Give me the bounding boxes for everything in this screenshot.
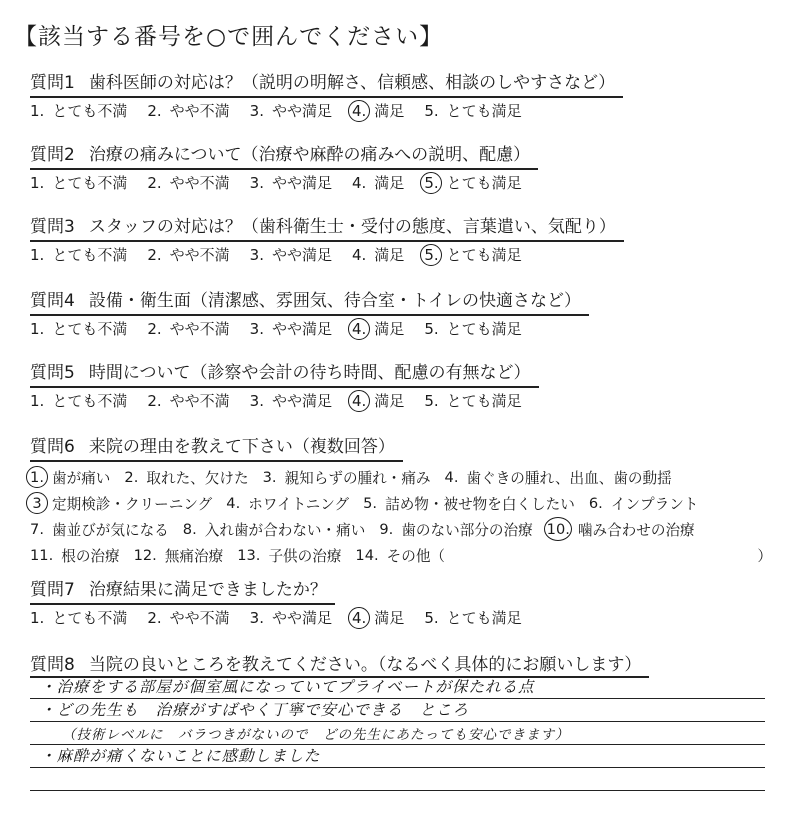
option-number: 3. <box>249 101 264 120</box>
option-number: 11. <box>30 546 54 564</box>
option-number: 4. <box>351 319 367 338</box>
option-label: やや満足 <box>271 609 332 627</box>
reason-option[interactable] <box>263 467 431 488</box>
rating-option-5[interactable] <box>424 607 521 628</box>
rating-option-5[interactable] <box>424 318 521 339</box>
question-number: 質問2 <box>30 145 75 165</box>
question-5-title <box>30 358 531 385</box>
reason-option[interactable] <box>379 519 532 540</box>
option-number: 2. <box>147 245 162 264</box>
question-5-options <box>30 390 790 411</box>
option-number: 4. <box>226 494 241 512</box>
option-number: 5. <box>424 173 439 192</box>
option-label: とても満足 <box>446 102 522 120</box>
option-row <box>30 516 790 542</box>
option-label: 歯のない部分の治療 <box>401 521 533 539</box>
option-number: 2. <box>147 391 162 410</box>
option-label: ホワイトニング <box>248 495 350 513</box>
option-number: 3 <box>30 495 44 512</box>
rating-option-3[interactable] <box>250 318 332 339</box>
option-number: 5. <box>424 608 439 627</box>
question-text: 設備・衛生面（清潔感、雰囲気、待合室・トイレの快適さなど） <box>88 291 581 311</box>
rating-option-1[interactable] <box>30 172 127 193</box>
option-number: 4. <box>351 101 367 120</box>
option-label: やや満足 <box>271 102 332 120</box>
page-title: 【該当する番号を○で囲んでください】 <box>14 24 444 50</box>
rating-option-4[interactable] <box>352 244 404 265</box>
rating-option-3[interactable] <box>250 172 332 193</box>
option-number: 7. <box>30 520 44 538</box>
question-3-title <box>30 212 616 239</box>
rating-option-1[interactable] <box>30 390 127 411</box>
reason-option[interactable] <box>589 493 699 514</box>
question-number: 質問4 <box>30 291 75 311</box>
option-label: 満足 <box>374 392 405 410</box>
question-2-options <box>30 172 790 193</box>
rating-option-1[interactable] <box>30 607 127 628</box>
option-number: 3. <box>249 391 264 410</box>
option-label: 満足 <box>374 609 405 627</box>
option-label: とても不満 <box>52 609 128 627</box>
option-number: 2. <box>147 608 162 627</box>
question-1-options <box>30 100 790 121</box>
option-label: 噛み合わせの治療 <box>577 521 695 539</box>
question-6-title <box>30 432 395 459</box>
rating-option-2[interactable] <box>147 172 229 193</box>
option-number: 3. <box>262 468 277 486</box>
handwritten-answer: ・どの先生も 治療がすばやく丁寧で安心できる ところ <box>40 701 470 719</box>
option-number: 4. <box>351 245 367 264</box>
option-label: 満足 <box>374 246 405 264</box>
rating-option-5[interactable] <box>424 100 521 121</box>
option-label: やや不満 <box>169 609 230 627</box>
question-text: 来院の理由を教えて下さい（複数回答） <box>88 437 395 457</box>
rating-option-4[interactable] <box>352 607 404 628</box>
question-2 <box>30 140 790 193</box>
option-label: やや満足 <box>271 392 332 410</box>
option-label: 取れた、欠けた <box>146 469 249 487</box>
option-number: 8. <box>182 520 197 538</box>
rating-option-4[interactable] <box>352 390 404 411</box>
question-7 <box>30 575 790 628</box>
option-number: 2. <box>124 468 139 486</box>
question-6-options <box>30 464 790 568</box>
option-number: 10. <box>546 520 570 538</box>
rating-option-4[interactable] <box>352 100 404 121</box>
option-label: やや不満 <box>169 174 230 192</box>
reason-option[interactable] <box>183 519 366 540</box>
option-label: やや満足 <box>271 246 332 264</box>
handwritten-answer: ・治療をする部屋が個室風になっていてプライベートが保たれる点 <box>40 678 535 696</box>
option-label: 歯ぐきの腫れ、出血、歯の動揺 <box>466 469 672 487</box>
option-number: 1. <box>30 245 45 264</box>
question-4-options <box>30 318 790 339</box>
option-label: 子供の治療 <box>268 547 342 565</box>
reason-option[interactable] <box>124 467 248 488</box>
option-number: 3. <box>249 319 264 338</box>
option-row <box>30 542 790 568</box>
question-8-title <box>30 650 641 675</box>
option-label: 親知らずの腫れ・痛み <box>284 469 431 487</box>
close-paren: ） <box>757 547 772 565</box>
option-number: 5. <box>424 391 439 410</box>
question-7-options <box>30 607 790 628</box>
reason-option[interactable] <box>226 493 349 514</box>
reason-option[interactable] <box>445 467 672 488</box>
option-number: 1. <box>30 608 45 627</box>
option-number: 4. <box>351 391 367 410</box>
option-label: 定期検診・クリーニング <box>52 495 213 513</box>
answer-line <box>30 676 765 699</box>
option-label: やや不満 <box>169 320 230 338</box>
option-label: とても不満 <box>52 246 128 264</box>
rating-option-1[interactable] <box>30 318 127 339</box>
rating-option-5[interactable] <box>424 172 521 193</box>
option-number: 3. <box>249 608 264 627</box>
option-number: 2. <box>147 101 162 120</box>
question-3-options <box>30 244 790 265</box>
option-row <box>30 490 790 516</box>
option-row <box>30 464 790 490</box>
option-label: とても満足 <box>446 392 522 410</box>
answer-line <box>30 699 765 722</box>
question-text: 治療結果に満足できましたか？ <box>88 580 327 600</box>
option-number: 1. <box>30 319 45 338</box>
question-6 <box>30 432 790 568</box>
option-label: とても不満 <box>52 320 128 338</box>
question-7-title <box>30 575 327 602</box>
handwritten-answer: ・麻酔が痛くないことに感動しました <box>40 747 321 765</box>
option-number: 5. <box>424 101 439 120</box>
reason-option[interactable] <box>30 519 169 540</box>
option-number: 3. <box>249 173 264 192</box>
option-number: 1. <box>30 468 44 486</box>
rating-option-3[interactable] <box>250 100 332 121</box>
reason-option[interactable] <box>547 519 695 540</box>
reason-option[interactable] <box>363 493 575 514</box>
rating-option-5[interactable] <box>424 390 521 411</box>
question-number: 質問3 <box>30 217 75 237</box>
option-label: 無痛治療 <box>164 547 224 565</box>
option-number: 5. <box>363 494 378 512</box>
question-4-title <box>30 286 581 313</box>
option-label: 根の治療 <box>61 547 120 565</box>
reason-option[interactable] <box>237 545 341 566</box>
rating-option-3[interactable] <box>250 390 332 411</box>
rating-option-1[interactable] <box>30 244 127 265</box>
reason-option[interactable] <box>355 545 445 566</box>
question-text: 当院の良いところを教えてください。（なるべく具体的にお願いします） <box>88 655 642 675</box>
rating-option-4[interactable] <box>352 172 404 193</box>
question-number: 質問7 <box>30 580 75 600</box>
option-label: やや満足 <box>271 174 332 192</box>
option-label: やや不満 <box>169 246 230 264</box>
option-number: 6. <box>588 494 603 512</box>
option-number: 1. <box>30 173 45 192</box>
option-number: 1. <box>30 101 45 120</box>
option-label: とても満足 <box>446 174 522 192</box>
rating-option-3[interactable] <box>250 607 332 628</box>
option-number: 12. <box>133 546 157 564</box>
question-1-title <box>30 68 615 95</box>
question-number: 質問6 <box>30 437 75 457</box>
question-8 <box>30 650 790 675</box>
option-label: 詰め物・被せ物を白くしたい <box>385 495 575 513</box>
question-5 <box>30 358 790 411</box>
option-number: 4. <box>444 468 459 486</box>
rating-option-2[interactable] <box>147 100 229 121</box>
option-label: やや満足 <box>271 320 332 338</box>
option-label: インプラント <box>610 495 699 513</box>
rating-option-2[interactable] <box>147 390 229 411</box>
option-label: 満足 <box>374 102 405 120</box>
option-label: とても不満 <box>52 174 128 192</box>
question-1 <box>30 68 790 121</box>
question-number: 質問5 <box>30 363 75 383</box>
option-label: とても満足 <box>446 320 522 338</box>
option-label: とても不満 <box>52 102 128 120</box>
option-label: 満足 <box>374 174 405 192</box>
rating-option-5[interactable] <box>424 244 521 265</box>
reason-option[interactable] <box>30 545 120 566</box>
question-4 <box>30 286 790 339</box>
option-number: 1. <box>30 391 45 410</box>
answer-line <box>30 768 765 791</box>
rating-option-3[interactable] <box>250 244 332 265</box>
option-label: とても満足 <box>446 609 522 627</box>
question-text: スタッフの対応は？（歯科衛生士・受付の態度、言葉遣い、気配り） <box>88 217 616 237</box>
option-number: 5. <box>424 319 439 338</box>
option-label: 歯並びが気になる <box>52 521 169 539</box>
option-number: 3. <box>249 245 264 264</box>
answer-line <box>30 722 765 745</box>
option-label: やや不満 <box>169 102 230 120</box>
option-number: 2. <box>147 173 162 192</box>
question-text: 治療の痛みについて（治療や麻酔の痛みへの説明、配慮） <box>88 145 531 165</box>
option-label: やや不満 <box>169 392 230 410</box>
question-3 <box>30 212 790 265</box>
question-text: 時間について（診察や会計の待ち時間、配慮の有無など） <box>88 363 531 383</box>
option-label: 入れ歯が合わない・痛い <box>204 521 366 539</box>
question-text: 歯科医師の対応は？（説明の明解さ、信頼感、相談のしやすさなど） <box>88 73 616 93</box>
option-number: 4. <box>351 608 367 627</box>
handwritten-answer: （技術レベルに バラつきがないので どの先生にあたっても安心できます） <box>62 727 570 743</box>
option-number: 14. <box>355 546 379 564</box>
answer-line <box>30 745 765 768</box>
rating-option-2[interactable] <box>147 244 229 265</box>
question-number: 質問1 <box>30 73 75 93</box>
rating-option-2[interactable] <box>147 318 229 339</box>
option-number: 2. <box>147 319 162 338</box>
question-number: 質問8 <box>30 655 75 675</box>
reason-option[interactable] <box>30 467 110 488</box>
option-number: 4. <box>351 173 367 192</box>
answer-lines <box>30 676 765 791</box>
option-label: その他（ <box>386 547 446 565</box>
option-number: 13. <box>237 546 261 564</box>
reason-option[interactable] <box>30 493 212 514</box>
option-number: 9. <box>379 520 394 538</box>
question-2-title <box>30 140 530 167</box>
rating-option-4[interactable] <box>352 318 404 339</box>
option-label: とても満足 <box>446 246 522 264</box>
option-label: とても不満 <box>52 392 128 410</box>
option-label: 満足 <box>374 320 405 338</box>
option-label: 歯が痛い <box>52 469 111 487</box>
reason-option[interactable] <box>134 545 224 566</box>
rating-option-2[interactable] <box>147 607 229 628</box>
option-number: 5. <box>424 245 439 264</box>
rating-option-1[interactable] <box>30 100 127 121</box>
